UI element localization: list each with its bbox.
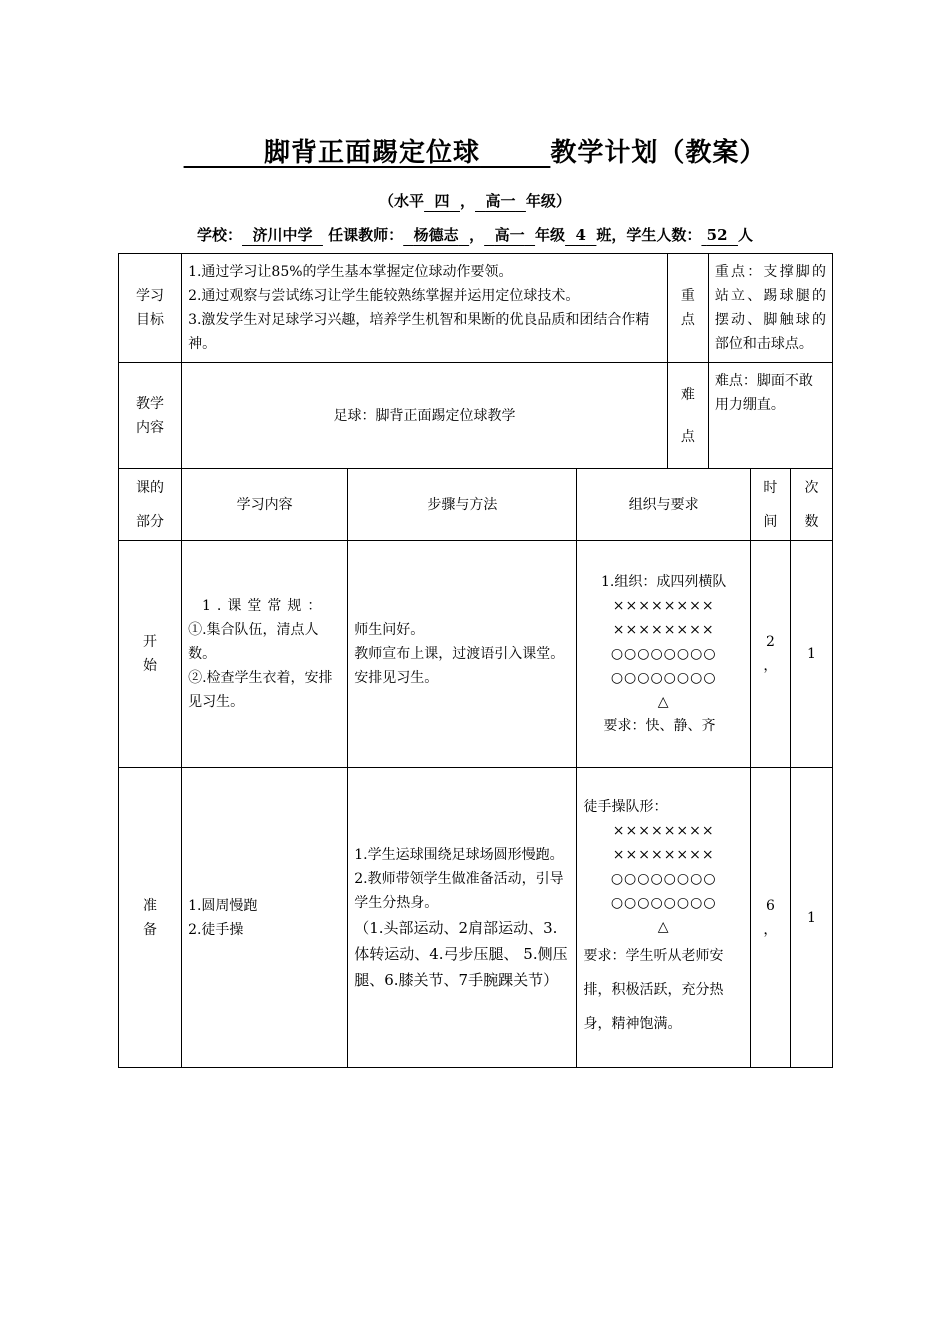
page-title (0, 132, 950, 169)
content-text: 足球：脚背正面踢定位球教学 (182, 363, 668, 469)
difficulty-label: 难 点 (667, 363, 708, 469)
header-learn: 学习内容 (182, 469, 348, 541)
level-value: 四 (434, 192, 450, 210)
level-line (0, 190, 950, 211)
title-suffix: 教学计划（教案） (550, 138, 767, 168)
title-topic: 脚背正面踢定位球 (264, 138, 481, 168)
class-label: 班，学生人数： (596, 226, 702, 244)
students-value: 52 (706, 226, 728, 244)
objectives-text: 1.通过学习让85%的学生基本掌握定位球动作要领。 2.通过观察与尝试练习让学生能较熟练掌握并运用定位球技术。 3.激发学生对足球学习兴趣，培养学生机智和果断的优良品质和团结合作精神。 (182, 254, 668, 363)
count-prepare: 1 (790, 768, 832, 1068)
lesson-plan-table (118, 253, 833, 1068)
header-steps: 步骤与方法 (348, 469, 577, 541)
table-row (119, 541, 833, 768)
steps-start: 师生问好。 教师宣布上课，过渡语引入课堂。 安排见习生。 (348, 541, 577, 768)
school-value: 济川中学 (252, 226, 313, 244)
count-start: 1 (790, 541, 832, 768)
teacher-label: 任课教师： (328, 226, 404, 244)
grade-value: 高一 (494, 226, 525, 244)
objectives-label: 学习 目标 (119, 254, 182, 363)
students-unit: 人 (737, 226, 753, 244)
teacher-value: 杨德志 (413, 226, 459, 244)
part-start: 开 始 (119, 541, 182, 768)
school-label: 学校： (197, 226, 243, 244)
org-prepare: 徒手操队形： ×××××××× ×××××××× ○○○○○○○○ ○○○○○○○○ △ 要求：学生听从老师安排，积极活跃，充分热身，精神饱满。 (577, 768, 750, 1068)
content-label: 教学 内容 (119, 363, 182, 469)
level-prefix: （水平 (379, 192, 425, 210)
info-line: 学校： 济川中学 任课教师： 杨德志 ， 高一 年级 4 班，学生人数： 52 人 (197, 226, 753, 244)
time-start: 2 ， (750, 541, 790, 768)
header-org: 组织与要求 (577, 469, 750, 541)
learn-start: 1.课堂常规： ①.集合队伍，清点人数。 ②.检查学生衣着，安排见习生。 (182, 541, 348, 768)
class-value: 4 (575, 226, 586, 244)
key-point-label: 重 点 (667, 254, 708, 363)
header-count: 次 数 (790, 469, 832, 541)
header-part: 课的 部分 (119, 469, 182, 541)
level-sep: ， (459, 192, 475, 210)
learn-prepare: 1.圆周慢跑 2.徒手操 (182, 768, 348, 1068)
level-suffix: 年级） (525, 192, 571, 210)
difficulty-text: 难点：脚面不敢用力绷直。 (708, 363, 832, 469)
steps-prepare: 1.学生运球围绕足球场圆形慢跑。 2.教师带领学生做准备活动，引导学生分热身。 （1.头部运动、2肩部运动、3.体转运动、4.弓步压腿、 5.侧压腿、6.膝关节、7手腕踝关节） (348, 768, 577, 1068)
org-start: 1.组织：成四列横队 ×××××××× ×××××××× ○○○○○○○○ ○○○○○○○○ △ 要求：快、静、齐 (577, 541, 750, 768)
header-time: 时 间 (750, 469, 790, 541)
level-grade: 高一 (485, 192, 516, 210)
part-prepare: 准 备 (119, 768, 182, 1068)
time-prepare: 6 ， (750, 768, 790, 1068)
grade-label: 年级 (535, 226, 566, 244)
table-row (119, 768, 833, 1068)
key-point-text: 重点：支撑脚的站立、踢球腿的摆动、脚触球的部位和击球点。 (708, 254, 832, 363)
